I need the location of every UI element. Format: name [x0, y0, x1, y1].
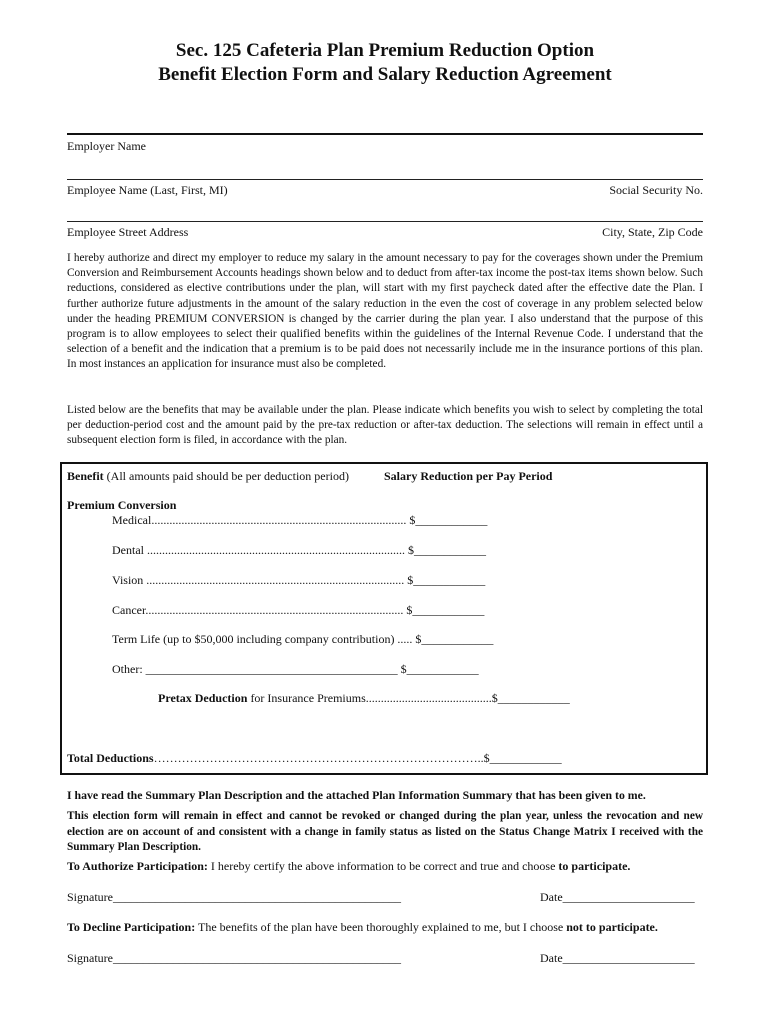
pretax-deduction-label: Pretax Deduction — [158, 691, 248, 705]
authorize-text: I hereby certify the above information to be correct and true and choose — [207, 859, 559, 873]
city-state-zip-label: City, State, Zip Code — [602, 225, 703, 239]
decline-bold-end: not to participate. — [566, 920, 658, 934]
authorize-bold-end: to participate. — [558, 859, 631, 873]
decline-participation — [67, 920, 658, 935]
employee-name-line[interactable] — [67, 179, 703, 180]
street-address-line[interactable] — [67, 221, 703, 222]
benefit-heading: Benefit — [67, 469, 104, 483]
total-deductions-row[interactable] — [67, 751, 562, 766]
employer-name-label: Employer Name — [67, 139, 146, 153]
ssn-label: Social Security No. — [609, 183, 703, 197]
premium-conversion-heading: Premium Conversion — [67, 498, 177, 512]
benefits-paragraph: Listed below are the benefits that may be available under the plan. Please indicate which benefits you wish to select by completing the total per deduction-period cost and the amount paid by the pre-tax reduction or after-tax deduction. The selections will remain in effect until a subsequent election form is filed, in accordance with the plan. — [67, 404, 703, 447]
authorize-participation — [67, 859, 630, 874]
form-title-line-1: Sec. 125 Cafeteria Plan Premium Reduction Option — [175, 40, 595, 61]
benefit-item-vision[interactable]: Vision ...................................................................................... $____________ — [112, 573, 486, 587]
benefit-heading-row — [67, 469, 349, 484]
employee-name-label: Employee Name (Last, First, MI) — [67, 183, 228, 197]
total-deductions-label: Total Deductions — [67, 751, 154, 765]
authorize-label: To Authorize Participation: — [67, 859, 208, 873]
decline-signature-line[interactable]: Signature________________________________________________ — [67, 951, 401, 965]
form-title-line-2: Benefit Election Form and Salary Reduction Agreement — [158, 64, 612, 85]
authorize-signature-line[interactable]: Signature________________________________________________ — [67, 890, 401, 904]
street-address-label: Employee Street Address — [67, 225, 189, 239]
employer-name-line[interactable] — [67, 133, 703, 135]
pretax-deduction-row[interactable] — [158, 691, 570, 706]
benefit-item-medical[interactable]: Medical..................................................................................... $____________ — [112, 513, 488, 527]
decline-label: To Decline Participation: — [67, 920, 196, 934]
benefit-item-dental[interactable]: Dental ...................................................................................... $____________ — [112, 543, 486, 557]
pretax-deduction-rest: for Insurance Premiums..........................................$____________ — [247, 691, 570, 705]
salary-reduction-heading: Salary Reduction per Pay Period — [384, 469, 553, 483]
benefit-item-other[interactable]: Other: __________________________________________ $____________ — [112, 662, 479, 676]
decline-date-line[interactable]: Date______________________ — [540, 951, 695, 965]
read-summary-statement: I have read the Summary Plan Description and the attached Plan Information Summary that has been given to me. — [67, 788, 646, 802]
benefit-item-term-life[interactable]: Term Life (up to $50,000 including company contribution) ..... $____________ — [112, 632, 494, 646]
benefit-item-cancer[interactable]: Cancer...................................................................................... $____________ — [112, 603, 485, 617]
authorize-date-line[interactable]: Date______________________ — [540, 890, 695, 904]
election-remain-statement: This election form will remain in effect and cannot be revoked or changed during the plan year, unless the revocation and new election are on account of and consistent with a change in family status as listed on the Status Change Matrix I received with the Summary Plan Description. — [67, 810, 703, 854]
authorization-paragraph: I hereby authorize and direct my employer to reduce my salary in the amount necessary to pay for the coverages shown under the Premium Conversion and Reimbursement Accounts headings shown below and to deduct from after-tax income the post-tax items shown below. Such reductions, considered as elective contributions under the plan, will start with my first paycheck dated after the effective date the Plan. I further authorize future adjustments in the amount of the salary reduction in the even the cost of coverage in any problem selected below under the heading PREMIUM CONVERSION is changed by the carrier during the plan year. I also understand that the purpose of this program is to allow employees to select their qualified benefits within the guidelines of the Internal Revenue Code. I understand that the selection of a benefit and the indication that a premium is to be paid does not necessarily include me in the insurance portions of this plan. In most instances an application for insurance must also be completed. — [67, 252, 703, 371]
benefit-note: (All amounts paid should be per deduction period) — [103, 469, 349, 483]
decline-text: The benefits of the plan have been thoroughly explained to me, but I choose — [195, 920, 567, 934]
total-deductions-rest: ………………………………………………………………………..$____________ — [153, 751, 562, 765]
